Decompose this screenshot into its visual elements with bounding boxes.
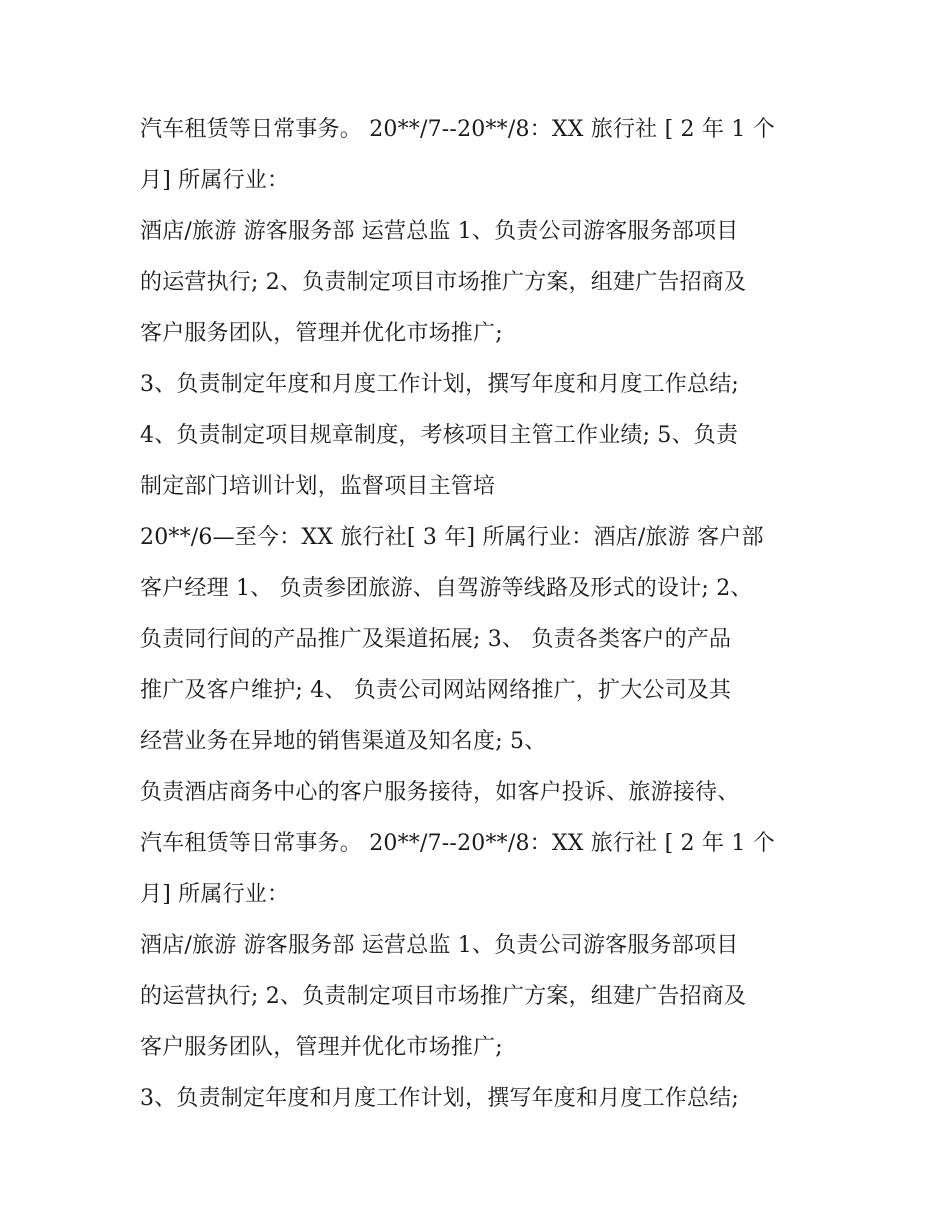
text-line: 客户经理 1、 负责参团旅游、自驾游等线路及形式的设计; 2、 — [140, 576, 753, 601]
text-line: 4、负责制定项目规章制度，考核项目主管工作业绩; 5、负责 — [140, 423, 739, 448]
text-line: 负责同行间的产品推广及渠道拓展; 3、 负责各类客户的产品 — [140, 627, 732, 652]
text-line: 汽车租赁等日常事务。 20**/7--20**/8：XX 旅行社 [ 2 年 1 个 — [140, 831, 775, 856]
text-line: 负责酒店商务中心的客户服务接待，如客户投诉、旅游接待、 — [140, 780, 740, 805]
document-body — [140, 104, 820, 1124]
text-line: 客户服务团队，管理并优化市场推广; — [140, 321, 503, 346]
text-line: 酒店/旅游 游客服务部 运营总监 1、负责公司游客服务部项目 — [140, 933, 739, 958]
text-line: 制定部门培训计划，监督项目主管培 — [140, 474, 496, 499]
text-line: 经营业务在异地的销售渠道及知名度; 5、 — [140, 729, 547, 754]
text-line: 汽车租赁等日常事务。 20**/7--20**/8：XX 旅行社 [ 2 年 1 个 — [140, 117, 775, 142]
text-line: 客户服务团队，管理并优化市场推广; — [140, 1035, 503, 1060]
text-line: 的运营执行; 2、负责制定项目市场推广方案，组建广告招商及 — [140, 984, 747, 1009]
text-line: 的运营执行; 2、负责制定项目市场推广方案，组建广告招商及 — [140, 270, 747, 295]
text-line: 20**/6—至今：XX 旅行社[ 3 年] 所属行业：酒店/旅游 客户部 — [140, 525, 764, 550]
text-line: 推广及客户维护; 4、 负责公司网站网络推广，扩大公司及其 — [140, 678, 732, 703]
text-line: 酒店/旅游 游客服务部 运营总监 1、负责公司游客服务部项目 — [140, 219, 739, 244]
text-line: 3、负责制定年度和月度工作计划，撰写年度和月度工作总结; — [140, 1086, 740, 1111]
text-line: 月] 所属行业： — [140, 882, 290, 907]
text-line: 3、负责制定年度和月度工作计划，撰写年度和月度工作总结; — [140, 372, 740, 397]
text-line: 月] 所属行业： — [140, 168, 290, 193]
